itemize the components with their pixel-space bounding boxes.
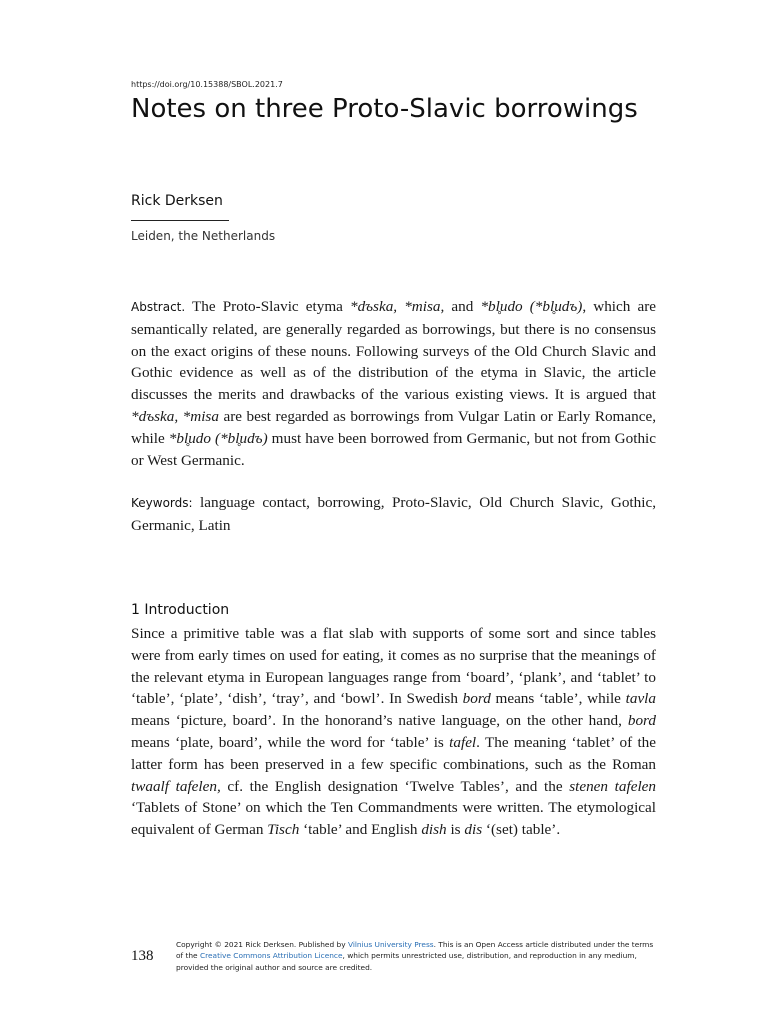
copyright-footer	[176, 939, 657, 973]
italic-term: *bl̥udo (*bl̥udъ)	[480, 298, 583, 315]
italic-term: Tisch	[267, 821, 300, 839]
italic-term: *dъska, *misa,	[349, 298, 445, 315]
footer-text-2: . This is an Open Access article distributed under the terms of the	[176, 940, 654, 961]
footer-text-1: Copyright © 2021 Rick Derksen. Published by	[176, 940, 348, 949]
keywords-text: language contact, borrowing, Proto-Slavic, Old Church Slavic, Gothic, Germanic, Latin	[131, 494, 656, 534]
doi-link[interactable]: https://doi.org/10.15388/SBOL.2021.7	[131, 80, 283, 89]
abstract-label: Abstract.	[131, 300, 186, 314]
text-run: means ‘table’, while	[490, 690, 626, 708]
text-run: . The meaning ‘tablet’ of the latter form has been preserved in a few specific combinations, such as the Roman	[131, 733, 657, 773]
author-affiliation: Leiden, the Netherlands	[131, 229, 276, 243]
abstract-paragraph	[131, 296, 656, 471]
text-run: is	[446, 821, 465, 839]
text-run: Since a primitive table was a flat slab with supports of some sort and since tables were from early times on used for eating, it comes as no surprise that the meanings of the relevant etyma in European languages range from ‘board’, ‘plank’, and ‘tablet’ to ‘table’, ‘plate’, ‘dish’, ‘tray’, and ‘bowl’. In Swedish	[131, 625, 656, 708]
text-run: means ‘plate, board’, while the word for ‘table’ is	[131, 733, 450, 751]
text-run: , which are semantically related, are generally regarded as borrowings, but there is no consensus on the exact origins of these nouns. Following surveys of the Old Church Slavic and Gothic evidence as well as of the distribution of the etyma in Slavic, the article discusses the merits and drawbacks of the various existing views. It is argued that	[131, 298, 656, 404]
keywords-label: Keywords:	[131, 496, 193, 510]
text-run: are best regarded as borrowings from Vulgar Latin or Early Romance, while	[131, 407, 656, 447]
text-run: ‘(set) table’.	[482, 821, 561, 839]
footer-text-3: , which permits unrestricted use, distribution, and reproduction in any medium, provided the original author and source are credited.	[176, 951, 637, 972]
introduction-paragraph	[131, 623, 656, 841]
italic-term: tafel	[449, 733, 477, 751]
italic-term: bord	[462, 690, 491, 708]
italic-term: *bl̥udo (*bl̥udъ)	[168, 429, 268, 447]
italic-term: tavla	[625, 690, 656, 708]
section-heading: 1 Introduction	[131, 602, 230, 618]
abstract-text	[131, 298, 656, 469]
introduction-text	[131, 625, 656, 838]
page-number: 138	[131, 948, 154, 964]
text-run: must have been borrowed from Germanic, but not from Gothic or West Germanic.	[131, 429, 656, 469]
text-run: The Proto-Slavic etyma	[185, 298, 350, 315]
author-name: Rick Derksen	[131, 193, 223, 209]
italic-term: *dъska, *misa	[131, 407, 219, 425]
author-divider	[131, 220, 229, 221]
text-run: ‘table’ and English	[299, 821, 422, 839]
italic-term: twaalf tafelen,	[131, 777, 221, 795]
text-run: cf. the English designation ‘Twelve Tables’, and the	[220, 777, 570, 795]
publisher-link[interactable]: Vilnius University Press	[347, 940, 434, 949]
text-run: ‘Tablets of Stone’ on which the Ten Commandments were written. The etymological equivalent of German	[131, 799, 656, 839]
italic-term: dish	[421, 821, 447, 839]
italic-term: bord	[627, 712, 656, 730]
text-run: and	[444, 298, 481, 315]
italic-term: dis	[464, 821, 483, 839]
text-run: means ‘picture, board’. In the honorand’s native language, on the other hand,	[131, 712, 628, 730]
keywords-paragraph	[131, 492, 656, 537]
licence-link[interactable]: Creative Commons Attribution Licence	[199, 951, 343, 961]
article-title: Notes on three Proto-Slavic borrowings	[131, 94, 638, 124]
italic-term: stenen tafelen	[569, 777, 656, 795]
